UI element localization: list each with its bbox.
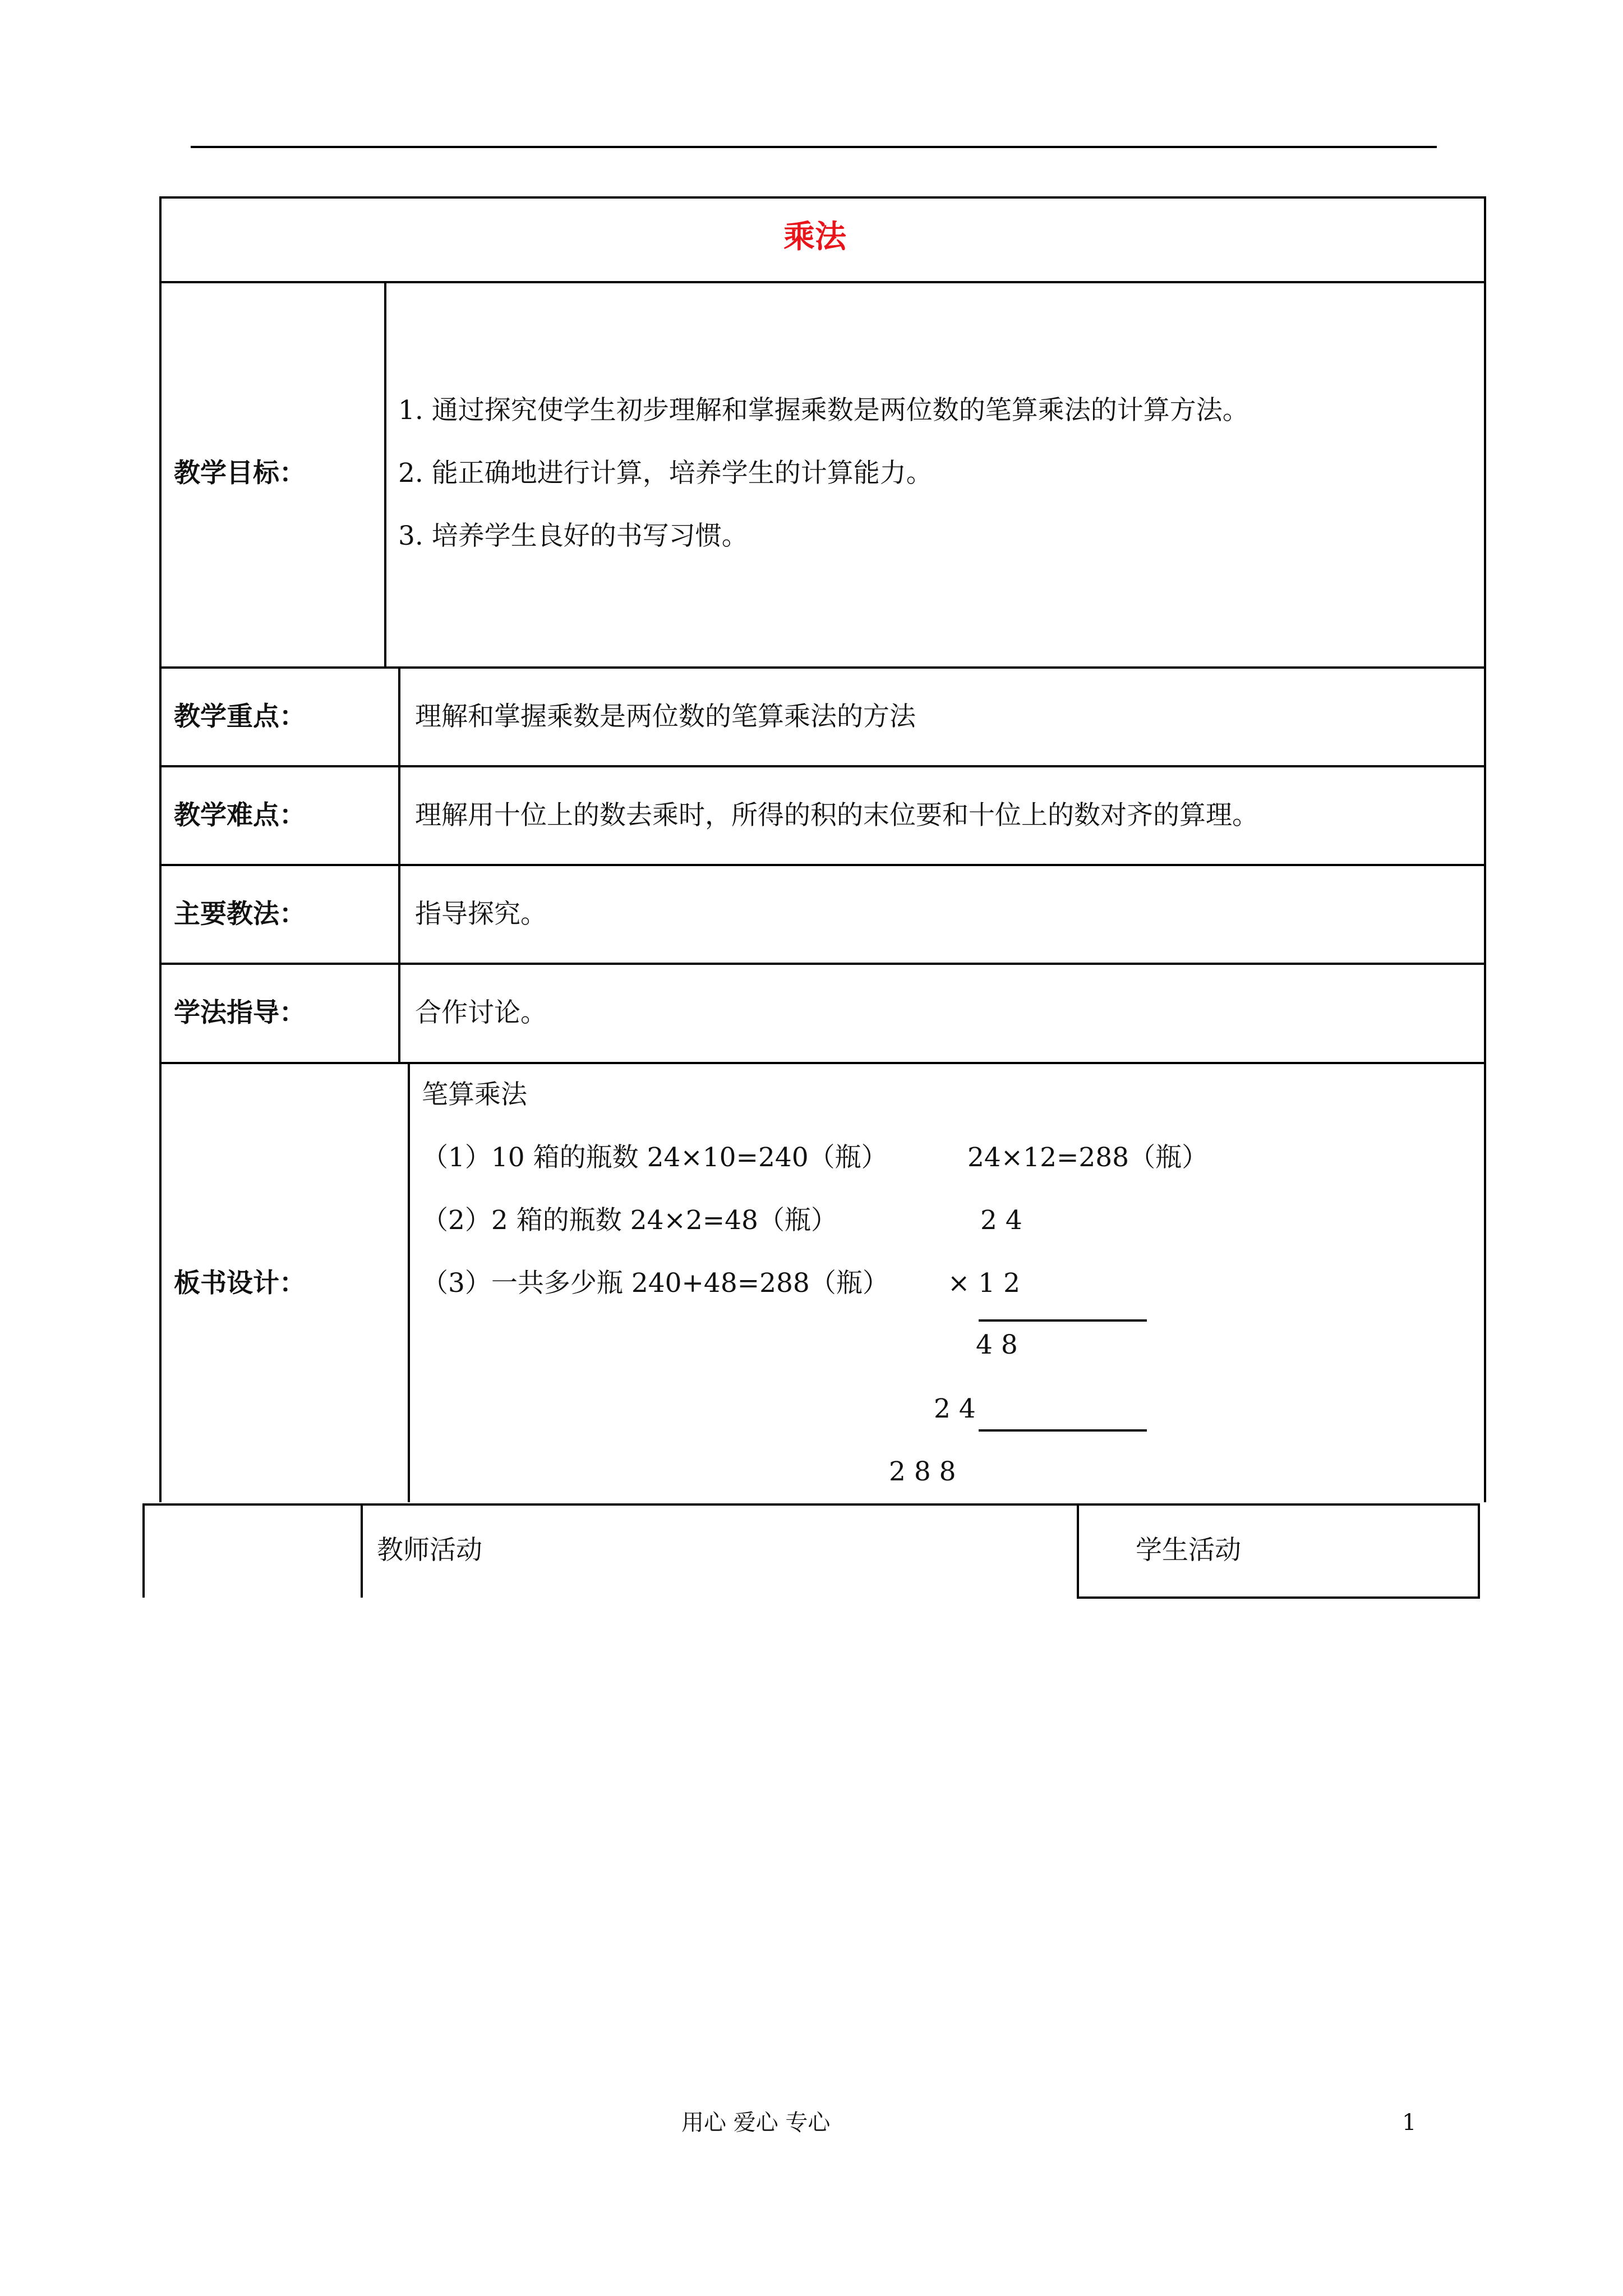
column-divider	[408, 1062, 410, 1502]
vertical-partial-1: 4 8	[976, 1329, 1018, 1360]
difficulty-label: 教学难点：	[174, 800, 306, 831]
column-divider	[361, 1503, 363, 1598]
board-line: （2）2 箱的瓶数 24×2=48（瓶）	[422, 1205, 837, 1236]
table-border-left	[142, 1503, 145, 1598]
table-border-top	[142, 1503, 1479, 1506]
table-border-bottom	[1077, 1596, 1480, 1599]
table-border-right	[1478, 1503, 1480, 1598]
row-divider	[159, 1062, 1486, 1064]
objective-item: 2. 能正确地进行计算，培养学生的计算能力。	[398, 458, 933, 489]
vertical-multiplier: × 1 2	[948, 1268, 1021, 1299]
study-value: 合作讨论。	[415, 997, 547, 1028]
board-line: （3）一共多少瓶 240+48=288（瓶）	[422, 1268, 889, 1299]
row-divider	[159, 963, 1486, 965]
board-equation: 24×12=288（瓶）	[967, 1142, 1209, 1173]
column-divider	[398, 666, 400, 1062]
vertical-result: 2 8 8	[889, 1456, 956, 1487]
objective-item: 1. 通过探究使学生初步理解和掌握乘数是两位数的笔算乘法的计算方法。	[398, 395, 1249, 426]
objective-item: 3. 培养学生良好的书写习惯。	[398, 521, 748, 551]
student-activity-header: 学生活动	[1136, 1535, 1241, 1566]
board-line: （1）10 箱的瓶数 24×10=240（瓶）	[422, 1142, 888, 1173]
objectives-label: 教学目标：	[174, 458, 306, 489]
column-divider	[384, 281, 386, 666]
row-divider	[159, 864, 1486, 866]
teacher-activity-header: 教师活动	[377, 1535, 482, 1566]
board-heading: 笔算乘法	[422, 1079, 527, 1110]
table-border-top	[159, 196, 1486, 199]
page-number: 1	[1402, 2110, 1417, 2136]
method-value: 指导探究。	[415, 899, 547, 930]
row-divider	[159, 666, 1486, 669]
method-label: 主要教法：	[174, 899, 306, 930]
vertical-top: 2 4	[980, 1205, 1022, 1236]
footer-slogan: 用心 爱心 专心	[681, 2110, 831, 2136]
calc-rule	[979, 1319, 1147, 1322]
page-title: 乘法	[783, 219, 846, 255]
board-label: 板书设计：	[174, 1268, 306, 1299]
calc-rule	[979, 1429, 1147, 1432]
row-divider	[159, 765, 1486, 767]
row-divider	[159, 281, 1486, 283]
table-border-left	[159, 196, 162, 1502]
vertical-partial-2: 2 4	[934, 1393, 976, 1424]
key-point-label: 教学重点：	[174, 701, 306, 732]
study-label: 学法指导：	[174, 997, 306, 1028]
column-divider	[1077, 1503, 1079, 1598]
header-rule	[191, 146, 1437, 148]
difficulty-value: 理解用十位上的数去乘时，所得的积的末位要和十位上的数对齐的算理。	[415, 800, 1258, 831]
key-point-value: 理解和掌握乘数是两位数的笔算乘法的方法	[415, 701, 916, 732]
table-border-right	[1484, 196, 1486, 1502]
